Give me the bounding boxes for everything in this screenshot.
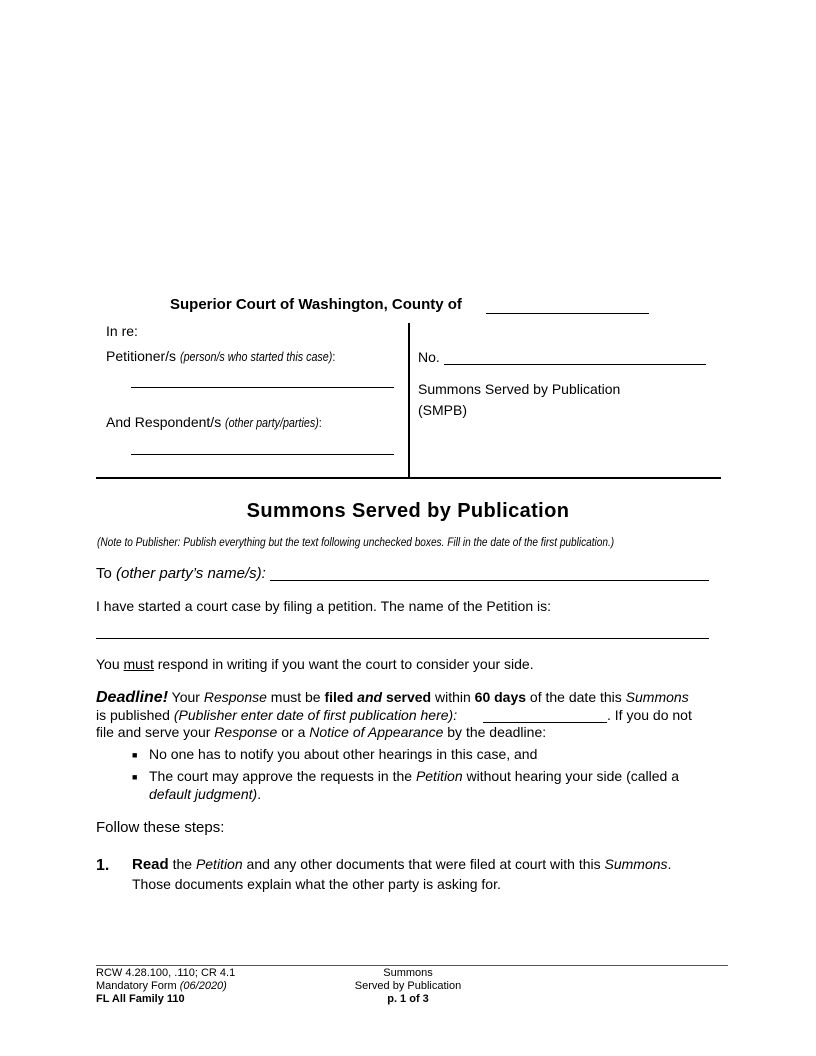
bullet-item-2-cont: default judgment). bbox=[149, 786, 262, 802]
respondent-name-field[interactable] bbox=[131, 454, 394, 455]
step-1-text-line2: Those documents explain what the other party is asking for. bbox=[132, 876, 501, 892]
respondent-note: (other party/parties): bbox=[225, 416, 322, 430]
bullet-marker: ■ bbox=[132, 750, 138, 760]
deadline-line3: file and serve your Response or a Notice of Appearance by the deadline: bbox=[96, 724, 547, 740]
case-number-label: No. bbox=[418, 349, 440, 365]
petitioner-label-row bbox=[106, 348, 361, 366]
bullet-item-1: No one has to notify you about other hearings in this case, and bbox=[149, 746, 538, 762]
must-emphasis: must bbox=[123, 656, 154, 672]
footer-mandatory: Mandatory Form (06/2020) bbox=[96, 980, 227, 992]
to-note: (other party’s name/s): bbox=[116, 565, 266, 582]
court-header-label: Superior Court of Washington, County of bbox=[170, 296, 462, 313]
other-party-name-field[interactable] bbox=[270, 580, 709, 581]
to-line bbox=[96, 565, 266, 583]
deadline-line2-end: . If you do not bbox=[607, 707, 692, 723]
page-title: Summons Served by Publication bbox=[246, 500, 570, 522]
caption-doc-title bbox=[418, 379, 620, 421]
footer-rule bbox=[96, 965, 728, 966]
footer-rcw: RCW 4.28.100, .110; CR 4.1 bbox=[96, 967, 236, 979]
footer-center bbox=[308, 967, 508, 1006]
county-field[interactable] bbox=[486, 313, 649, 314]
respondent-label-row bbox=[106, 414, 338, 432]
footer-center-line2: Served by Publication bbox=[354, 980, 462, 992]
caption-doc-title-line2: (SMPB) bbox=[418, 402, 467, 418]
bullet-item-2: The court may approve the requests in the Petition without hearing your side (called a bbox=[149, 768, 679, 784]
publication-date-field[interactable] bbox=[483, 722, 607, 723]
petition-name-field[interactable] bbox=[96, 638, 709, 639]
caption-doc-title-line1: Summons Served by Publication bbox=[418, 381, 621, 397]
step-1-text: Read the Petition and any other documents that were filed at court with this Summons. bbox=[132, 856, 672, 873]
publication-date-note: (Publisher enter date of first publication here): bbox=[173, 707, 458, 723]
bullet-marker: ■ bbox=[132, 772, 138, 782]
footer-left bbox=[96, 967, 235, 1006]
to-label: To bbox=[96, 565, 112, 582]
deadline-label: Deadline! bbox=[96, 689, 169, 706]
petitioner-name-field[interactable] bbox=[131, 387, 394, 388]
step-1-number: 1. bbox=[96, 857, 110, 874]
footer-form-id: FL All Family 110 bbox=[96, 993, 185, 1005]
court-header bbox=[170, 296, 462, 314]
footer-center-line1: Summons bbox=[383, 967, 433, 979]
caption-bottom-rule bbox=[96, 477, 721, 479]
must-respond-text: You must respond in writing if you want the court to consider your side. bbox=[96, 656, 534, 672]
petitioner-note: (person/s who started this case): bbox=[179, 350, 336, 364]
deadline-line2: is published (Publisher enter date of first publication here): bbox=[96, 707, 458, 723]
respondent-label: And Respondent/s bbox=[106, 414, 222, 430]
case-number-field[interactable] bbox=[444, 364, 706, 365]
petition-intro: I have started a court case by filing a petition. The name of the Petition is: bbox=[96, 598, 551, 614]
in-re-label: In re: bbox=[106, 323, 138, 339]
deadline-line1: Deadline! Your Response must be filed and served within 60 days of the date this Summons bbox=[96, 689, 689, 706]
petitioner-label: Petitioner/s bbox=[106, 348, 177, 364]
publisher-note: (Note to Publisher: Publish everything but the text following unchecked boxes. Fill in the date of the first publication.) bbox=[97, 535, 615, 549]
steps-intro: Follow these steps: bbox=[96, 819, 225, 836]
caption-vertical-divider bbox=[408, 323, 410, 477]
footer-page-number: p. 1 of 3 bbox=[387, 993, 429, 1005]
